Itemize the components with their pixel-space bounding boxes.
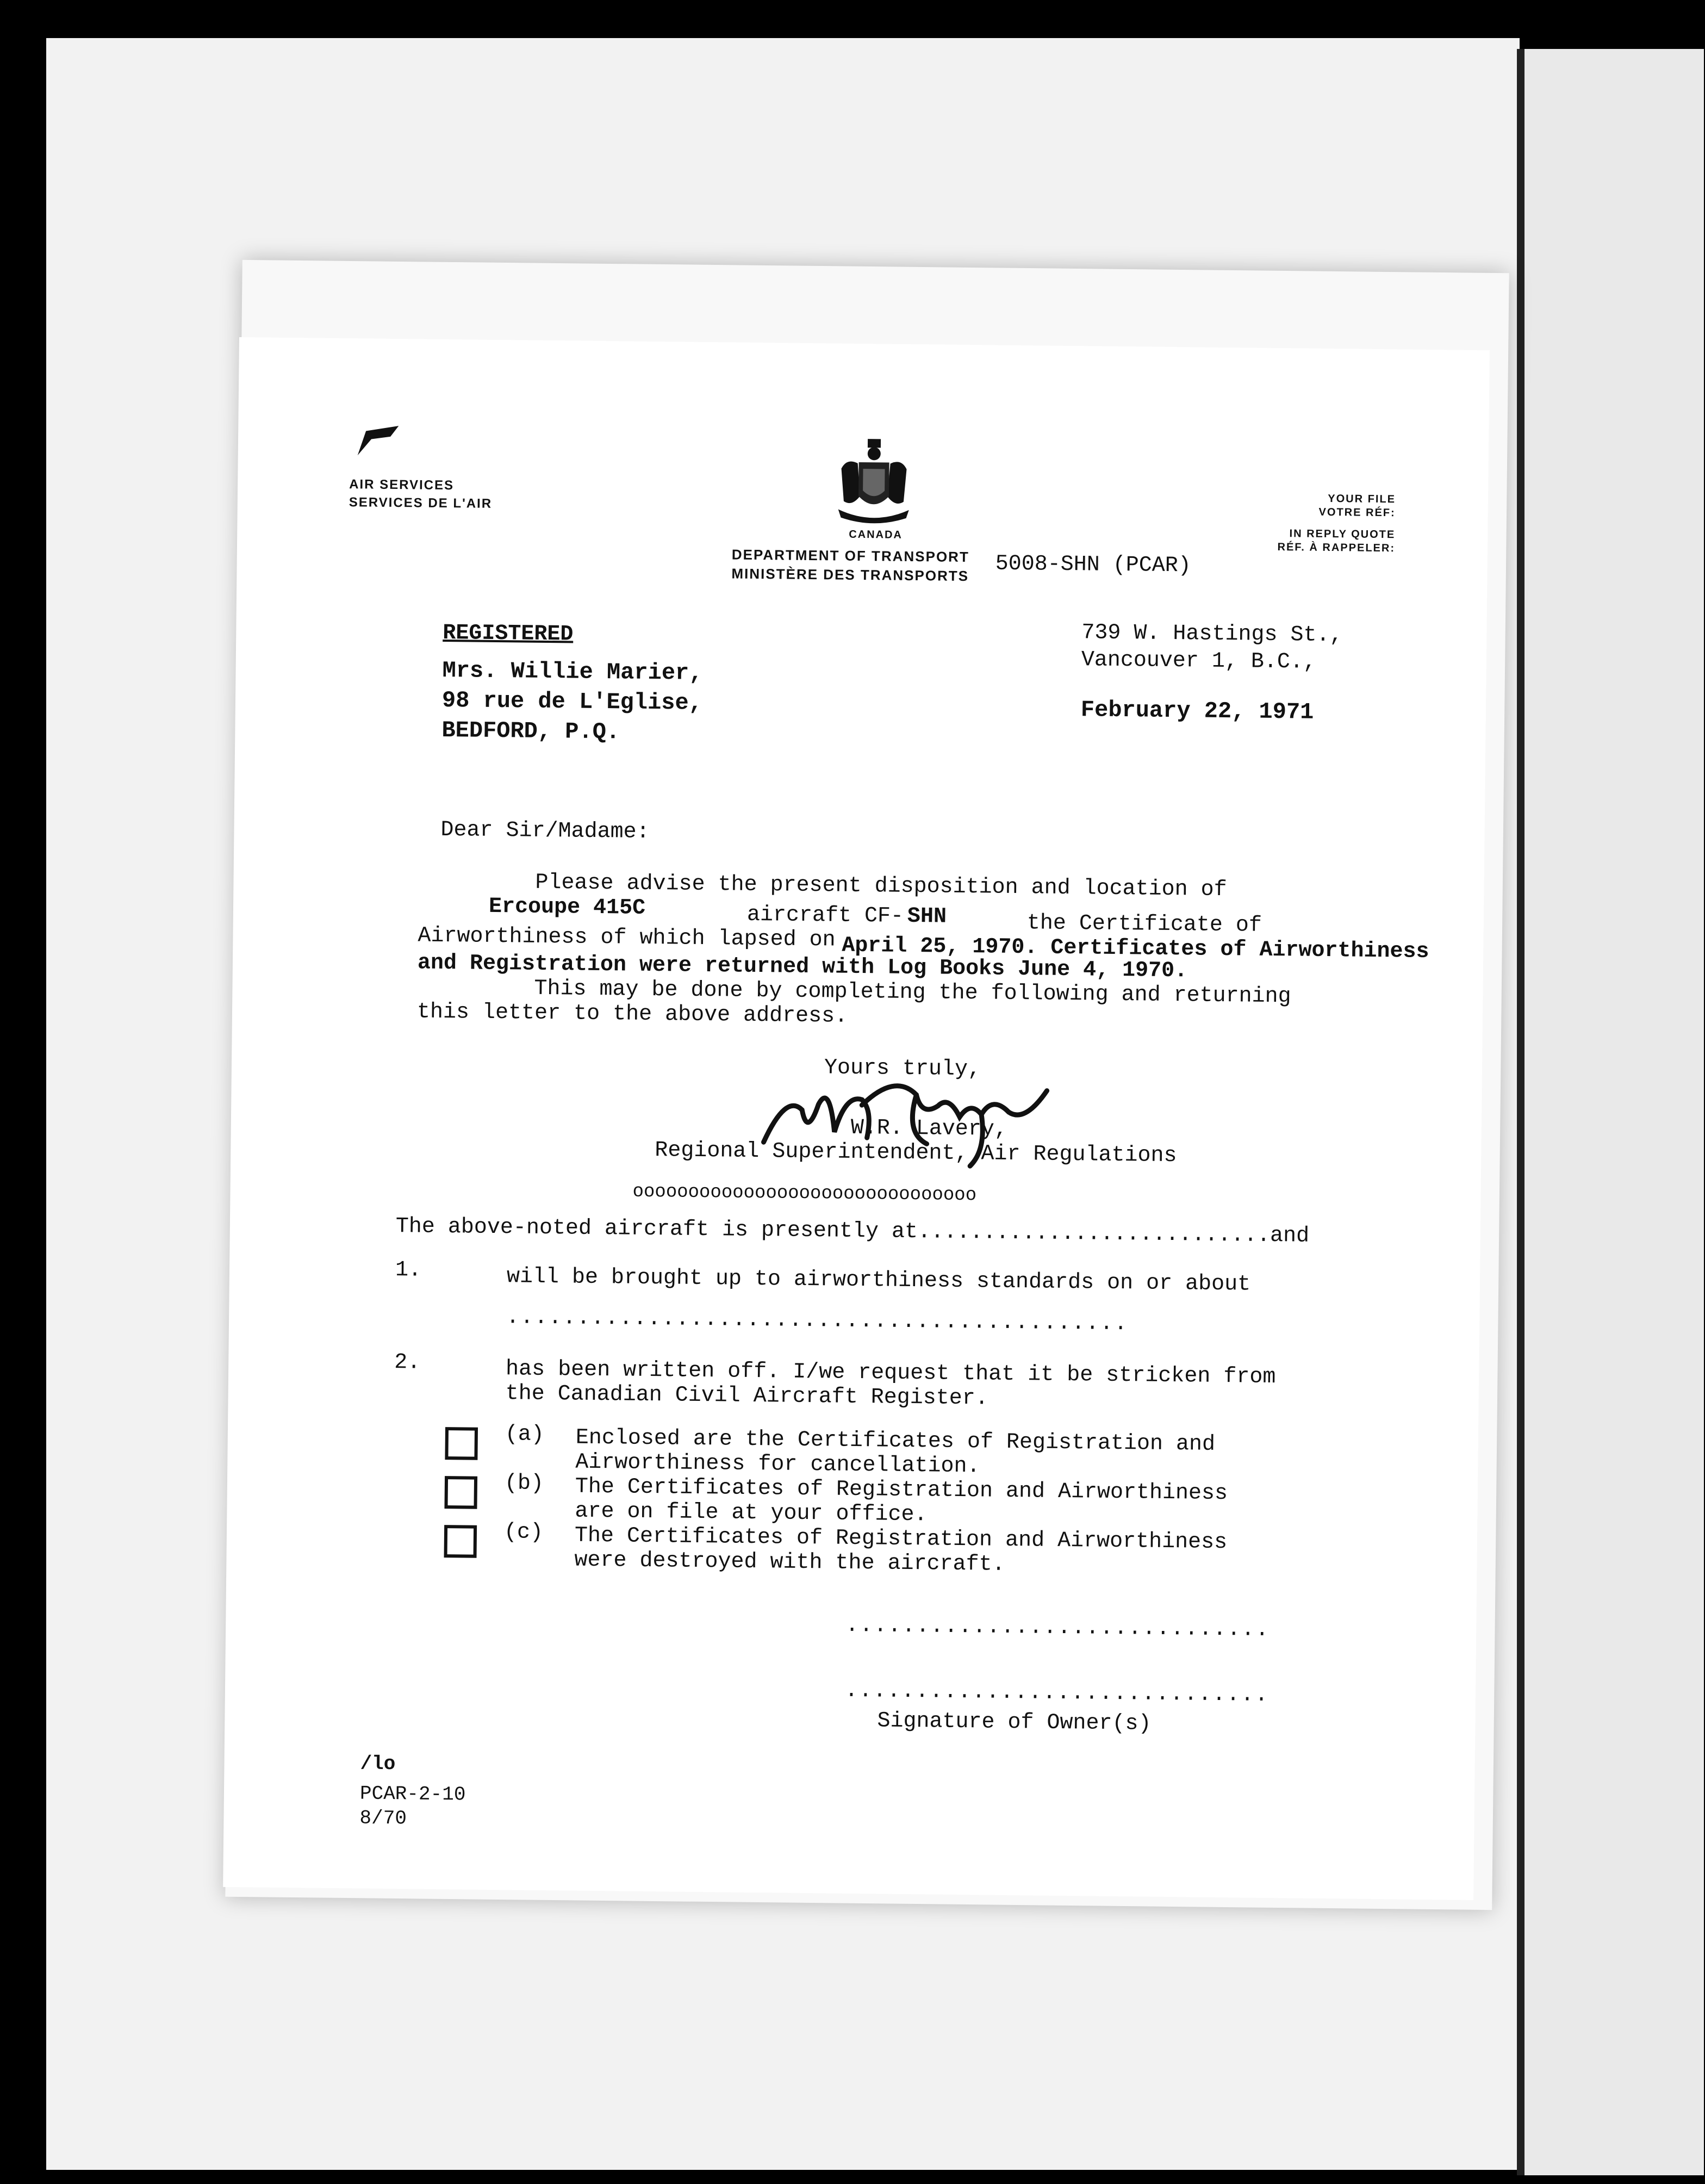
- aircraft-registration: SHN: [907, 904, 947, 929]
- letter-page: [223, 337, 1490, 1900]
- option-c-letter: (c): [503, 1520, 544, 1545]
- body-para2-line2: this letter to the above address.: [416, 1000, 848, 1029]
- option-b-checkbox[interactable]: [444, 1476, 477, 1509]
- option-a-line1: Enclosed are the Certificates of Registration and: [575, 1425, 1216, 1457]
- item2-line2: the Canadian Civil Aircraft Register.: [505, 1381, 989, 1411]
- reply-quote-en: IN REPLY QUOTE: [1289, 528, 1396, 541]
- option-c-checkbox[interactable]: [444, 1525, 477, 1558]
- your-file-fr: VOTRE RÉF:: [1318, 506, 1396, 519]
- option-a-checkbox[interactable]: [445, 1427, 478, 1460]
- ministry-fr: MINISTÈRE DES TRANSPORTS: [731, 565, 969, 585]
- your-file-en: YOUR FILE: [1328, 492, 1396, 506]
- body-line1: Please advise the present disposition and location of: [535, 870, 1227, 903]
- dept-fr-small: SERVICES DE L'AIR: [349, 495, 493, 511]
- item1-text: will be brought up to airworthiness standards on or about: [506, 1264, 1251, 1297]
- signer-name: W.R. Lavery,: [850, 1115, 1008, 1142]
- body-para2-line1: This may be done by completing the following and returning: [534, 976, 1291, 1009]
- separator-line: ooooooooooooooooooooooooooooooo: [632, 1181, 977, 1206]
- coat-of-arms-icon: [830, 436, 918, 526]
- aircraft-word: aircraft CF-: [746, 902, 904, 929]
- recipient-name: Mrs. Willie Marier,: [442, 657, 703, 686]
- ministry-en: DEPARTMENT OF TRANSPORT: [731, 546, 969, 566]
- form-code: PCAR-2-10: [359, 1782, 466, 1806]
- item2-number: 2.: [394, 1350, 421, 1375]
- sender-address-line2: Vancouver 1, B.C.,: [1081, 648, 1317, 675]
- option-b-letter: (b): [504, 1471, 544, 1496]
- scan-film-edge: [1517, 49, 1704, 2175]
- item2-line1: has been written off. I/we request that it be stricken from: [505, 1357, 1276, 1390]
- body-line3-start: Airworthiness of which lapsed on: [418, 923, 836, 953]
- recipient-city: BEDFORD, P.Q.: [441, 717, 620, 746]
- owner-signature-label: Signature of Owner(s): [877, 1709, 1152, 1736]
- reply-quote-fr: RÉF. À RAPPELER:: [1277, 541, 1396, 555]
- dept-en-small: AIR SERVICES: [349, 477, 455, 493]
- owner-signature-blank-2[interactable]: ..............................: [844, 1678, 1270, 1708]
- option-a-letter: (a): [505, 1422, 545, 1447]
- body-line4-typed: and Registration were returned with Log Books June 4, 1970.: [417, 951, 1188, 984]
- file-reference: 5008-SHN (PCAR): [995, 551, 1191, 579]
- owner-signature-blank-1[interactable]: ..............................: [845, 1613, 1270, 1642]
- option-b-line1: The Certificates of Registration and Airworthiness: [575, 1474, 1228, 1506]
- option-b-line2: are on file at your office.: [575, 1499, 928, 1528]
- item1-number: 1.: [395, 1258, 422, 1283]
- valediction: Yours truly,: [824, 1056, 981, 1082]
- country-label: CANADA: [849, 528, 903, 541]
- form-date: 8/70: [359, 1807, 407, 1830]
- signer-title: Regional Superintendent, Air Regulations: [655, 1138, 1177, 1169]
- typist-initials: /lo: [360, 1752, 396, 1776]
- letter-date: February 22, 1971: [1080, 697, 1314, 725]
- registered-label: REGISTERED: [443, 621, 574, 647]
- item1-date-blank[interactable]: ............................................: [506, 1305, 1129, 1337]
- option-a-line2: Airworthiness for cancellation.: [575, 1450, 980, 1479]
- salutation: Dear Sir/Madame:: [440, 817, 650, 845]
- recipient-street: 98 rue de L'Eglise,: [441, 687, 703, 716]
- body-line2-tail: the Certificate of: [1026, 911, 1262, 938]
- sender-address-line1: 739 W. Hastings St.,: [1081, 621, 1343, 648]
- body-line3-typed: April 25, 1970. Certificates of Airworthiness: [842, 933, 1429, 964]
- option-c-line1: The Certificates of Registration and Airworthiness: [574, 1523, 1228, 1555]
- corner-mark-icon: [355, 423, 405, 461]
- option-c-line2: were destroyed with the aircraft.: [574, 1548, 1005, 1577]
- form-intro: The above-noted aircraft is presently at...........................and: [395, 1214, 1310, 1249]
- aircraft-type: Ercoupe 415C: [488, 894, 646, 921]
